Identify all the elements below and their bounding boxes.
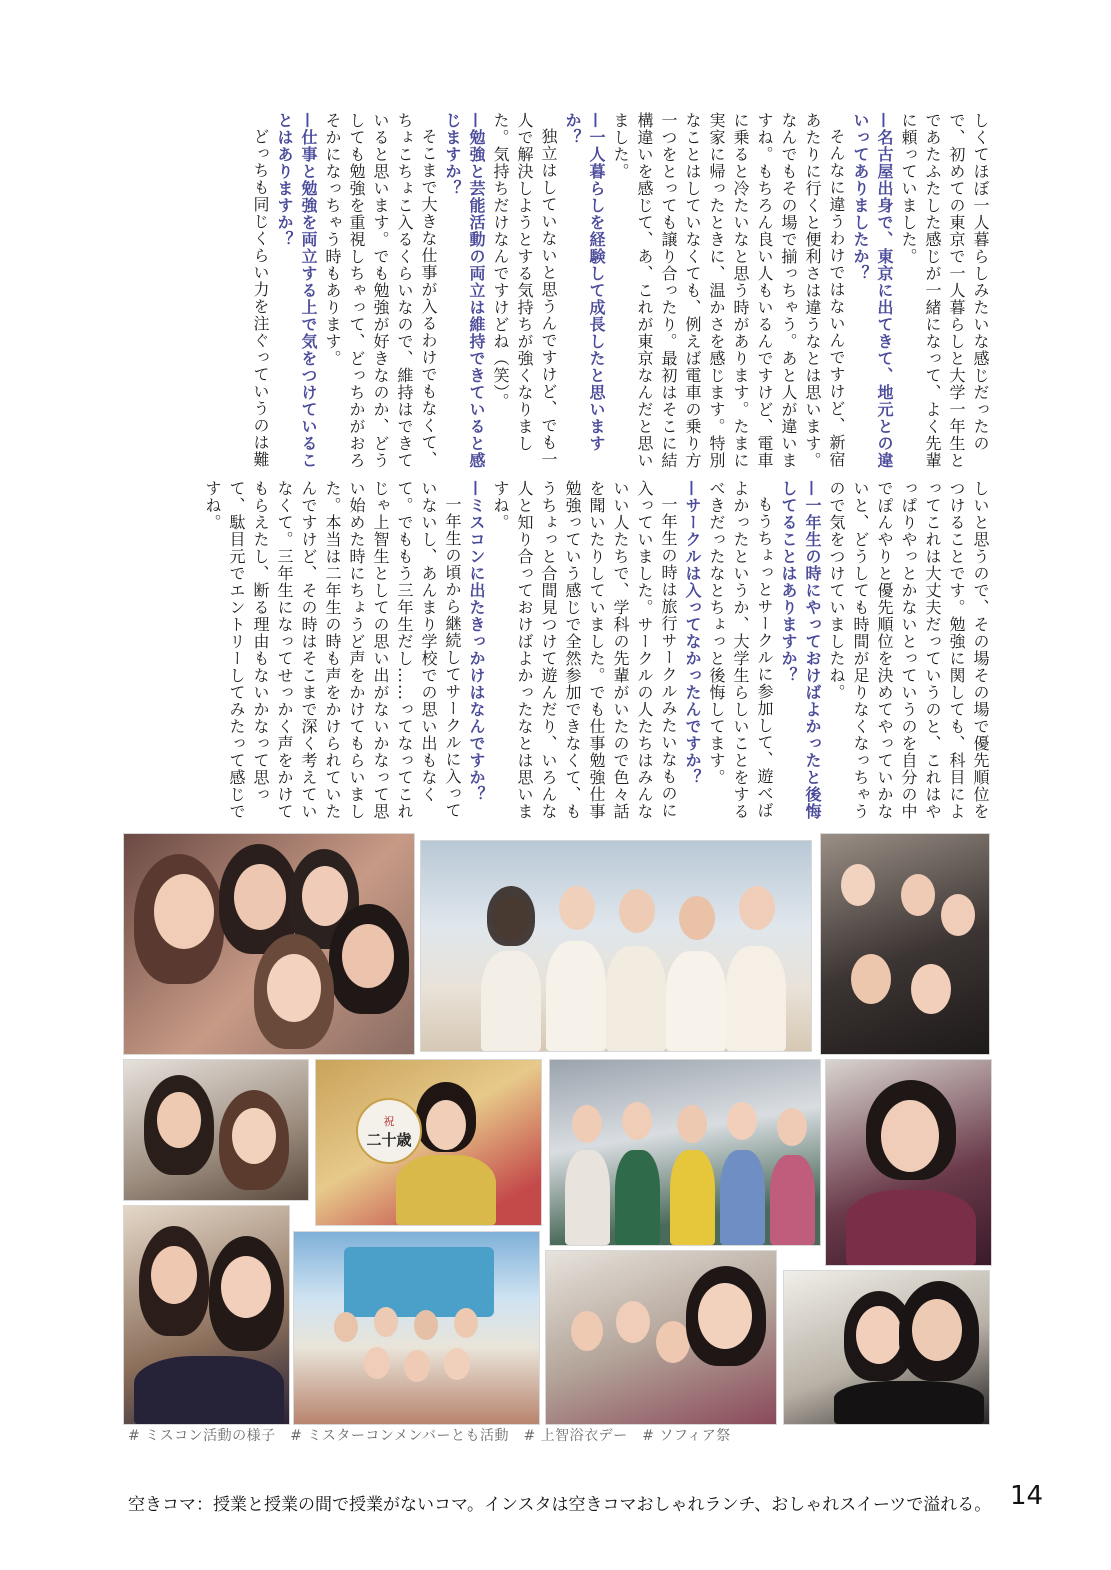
photo-festival-group (293, 1231, 540, 1425)
question-heading: —仕事と勉強を両立する上で気をつけていることはありますか？ (275, 112, 318, 469)
paragraph-continued: しいと思うので、その場その場で優先順位をつけることです。勉強に関しても、科目によってこれは大丈夫だっていうのと、これはやっぱりやっとかないとっていうのを自分の中でぽんやりと優先順位を決めてやっていかないと、どうしても時間が足りなくなっちゃうので気をつけていましたね。 (827, 480, 990, 820)
article-text-top (120, 112, 992, 472)
photo-caption: # ミスコン活動の様子 # ミスターコンメンバーとも活動 # 上智浴衣デー # ソフィア祭 (128, 1428, 731, 1444)
article-text-bottom (120, 480, 992, 820)
question-heading: —勉強と芸能活動の両立は維持できていると感じますか？ (443, 112, 486, 469)
photo-yukata-group (545, 1250, 777, 1425)
question-heading: —サークルは入ってなかったんですか？ (683, 480, 702, 786)
answer-paragraph: 一年生の頃から継続してサークルに入っていないし、あんまり学校での思い出もなくて。でももう三年生だし……ってなってこれじゃ上智生としての思い出がないかなって思い始めた時にちょうど声をかけてもらいました。本当は二年生の時も声をかけられていたんですけど、その時はそこまで深く考えていなくて。三年生になってせっかく声をかけてもらえたし、断る理由もないかなって思って、駄目元でエントリーしてみたって感じですね。 (203, 480, 462, 820)
photo-woman-floral-dress (825, 1059, 992, 1266)
question-heading: —一人暮らしを経験して成長したと思いますか？ (563, 112, 606, 452)
photo-two-women-headbands (123, 1059, 309, 1201)
photo-five-women-colorful-outfits (549, 1059, 821, 1246)
paragraph-continued: しくてほぼ一人暮らしみたいな感じだったので、初めての東京で一人暮らしと大学一年生とであたふたした感じが一緒になって、よく先輩に頼っていました。 (899, 112, 990, 469)
question-heading: —名古屋出身で、東京に出てきて、地元との違いってありましたか？ (851, 112, 894, 469)
photo-coming-of-age-kimono (315, 1059, 542, 1226)
page-number: 14 (1010, 1481, 1044, 1511)
question-heading: —ミスコンに出たきっかけはなんですか？ (467, 480, 486, 803)
question-heading: —一年生の時にやっておけばよかったと後悔してることはありますか？ (779, 480, 822, 820)
photo-group-selfie (123, 833, 415, 1055)
photo-two-women-uniforms (123, 1205, 290, 1425)
answer-paragraph: 独立はしていないと思うんですけど、でも一人で解決しようとする気持ちが強くなりました。気持ちだけなんですけどね（笑）。 (491, 112, 558, 468)
answer-paragraph: そこまで大きな仕事が入るわけでもなくて、ちょこちょこ入るくらいなので、維持はできていると思います。でも勉強が好きなのか、どうしても勉強を重視しちゃって、どっちかがおろそかになっちゃう時もあります。 (323, 112, 438, 469)
photo-two-women-black-outfits (783, 1270, 990, 1425)
photo-five-women-white-dresses (420, 840, 812, 1052)
answer-paragraph: どっちも同じくらい力を注ぐっていうのは難 (251, 128, 270, 468)
footnote: 空きコマ：授業と授業の間で授業がないコマ。インスタは空きコマおしゃれランチ、おしゃれスイーツで溢れる。 (128, 1495, 992, 1515)
photo-group-black-dresses (820, 833, 990, 1055)
congratulations-sign: 祝 二十歳 (356, 1098, 422, 1164)
answer-paragraph: 一年生の時は旅行サークルみたいなものに入っていました。サークルの人たちはみんないい人たちで、学科の先輩がいたので色々話を聞いたりしていました。でも仕事勉強仕事勉強っていう感じで全然参加できなくて、もうちょっと合間見つけて遊んだり、いろんな人と知り合っておけばよかったなとは思いますね。 (491, 480, 678, 820)
answer-paragraph: そんなに違うわけではないんですけど、新宿あたりに行くと便利さは違うなとは思います。なんでもその場で揃っちゃう。あと人が違いますね。もちろん良い人もいるんですけど、電車に乗ると冷たいなと思う時があります。たまに実家に帰ったときに、温かさを感じます。特別なことはしていなくても、例えば電車の乗り方一つをとっても譲り合ったり。最初はそこに結構違いを感じて、あ、これが東京なんだと思いました。 (611, 112, 846, 469)
answer-paragraph: もうちょっとサークルに参加して、遊べばよかったというか、大学生らしいことをするべきだったなとちょっと後悔してます。 (707, 480, 774, 820)
